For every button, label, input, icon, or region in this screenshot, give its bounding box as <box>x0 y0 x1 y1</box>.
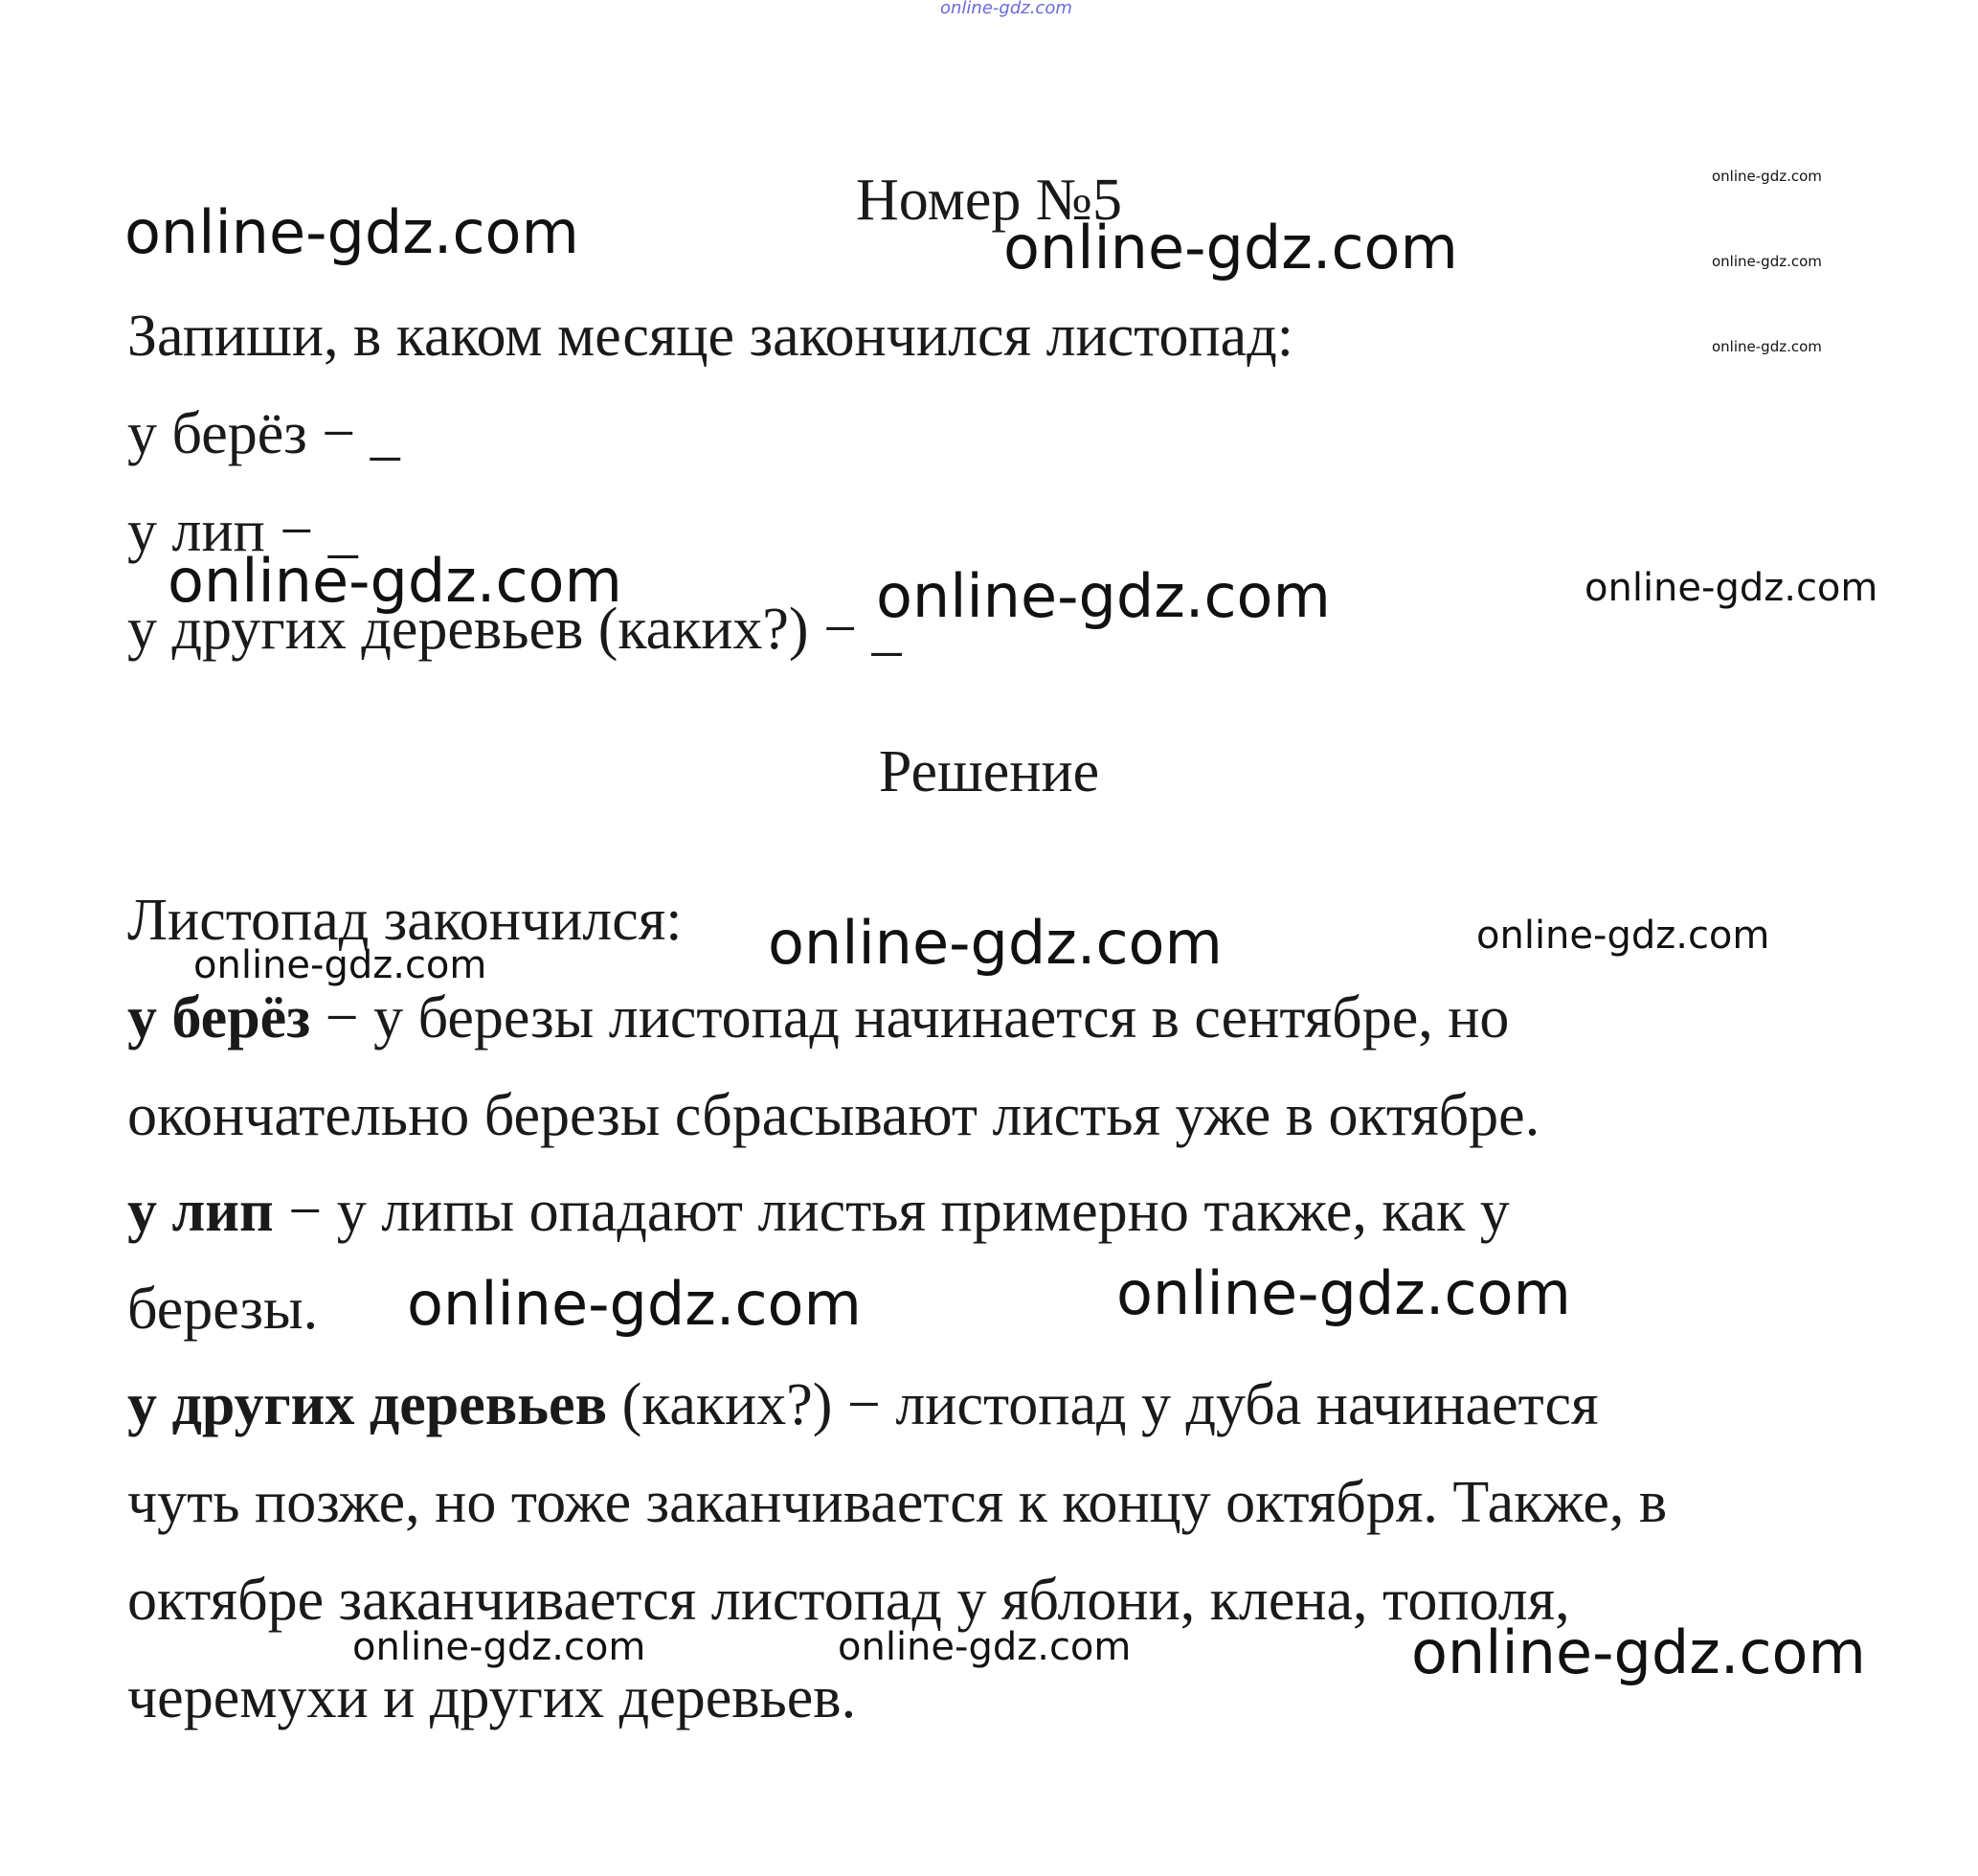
watermark: online-gdz.com <box>124 197 579 267</box>
watermark: online-gdz.com <box>768 908 1223 978</box>
watermark: online-gdz.com <box>1712 253 1822 270</box>
answer-linden-line-2: березы. <box>127 1277 319 1342</box>
watermark: online-gdz.com <box>407 1269 862 1339</box>
watermark: online-gdz.com <box>1712 168 1822 185</box>
solution-heading: Решение <box>878 739 1100 804</box>
answer-linden-label: у лип <box>127 1179 274 1244</box>
blank-line-other: у других деревьев (каких?) − _ <box>127 597 902 662</box>
answer-other-line-3: октябре заканчивается листопад у яблони, клена, тополя, <box>127 1568 1570 1633</box>
blank-line-birch: у берёз − _ <box>127 401 400 466</box>
watermark: online-gdz.com <box>1003 213 1458 283</box>
answer-linden-text: у липы опадают листья примерно также, как у <box>336 1179 1510 1244</box>
watermark: online-gdz.com <box>1411 1617 1866 1687</box>
watermark: online-gdz.com <box>1712 338 1822 355</box>
watermark: online-gdz.com <box>1585 566 1878 610</box>
watermark-top: online-gdz.com <box>940 0 1072 18</box>
watermark: online-gdz.com <box>193 943 487 987</box>
watermark: online-gdz.com <box>1476 914 1770 958</box>
answer-birch-text: у березы листопад начинается в сентябре, но <box>373 985 1510 1051</box>
answer-other-line-2: чуть позже, но тоже заканчивается к концу октября. Также, в <box>127 1470 1668 1535</box>
answer-other-text: (каких?) − листопад у дуба начинается <box>607 1372 1599 1437</box>
task-question: Запиши, в каком месяце закончился листопад: <box>127 304 1293 369</box>
task-title: Номер №5 <box>855 168 1122 233</box>
watermark: online-gdz.com <box>168 546 622 616</box>
answer-dash: − <box>273 1179 337 1244</box>
blank-line-linden: у лип − _ <box>127 499 358 564</box>
watermark: online-gdz.com <box>838 1625 1132 1669</box>
answer-other-label: у других деревьев <box>127 1372 608 1437</box>
answer-birch-line-2: окончательно березы сбрасывают листья уже в октябре. <box>127 1083 1540 1148</box>
watermark: online-gdz.com <box>1116 1258 1571 1328</box>
solution-intro: Листопад закончился: <box>127 888 683 953</box>
answer-linden-line <box>127 1179 1510 1244</box>
answer-other-line-4: черемухи и других деревьев. <box>127 1665 857 1730</box>
answer-other-line <box>127 1372 1599 1437</box>
watermark: online-gdz.com <box>876 561 1331 631</box>
answer-birch-line <box>127 985 1510 1051</box>
answer-dash: − <box>310 985 374 1051</box>
answer-birch-label: у берёз <box>127 985 311 1051</box>
watermark: online-gdz.com <box>352 1625 646 1669</box>
